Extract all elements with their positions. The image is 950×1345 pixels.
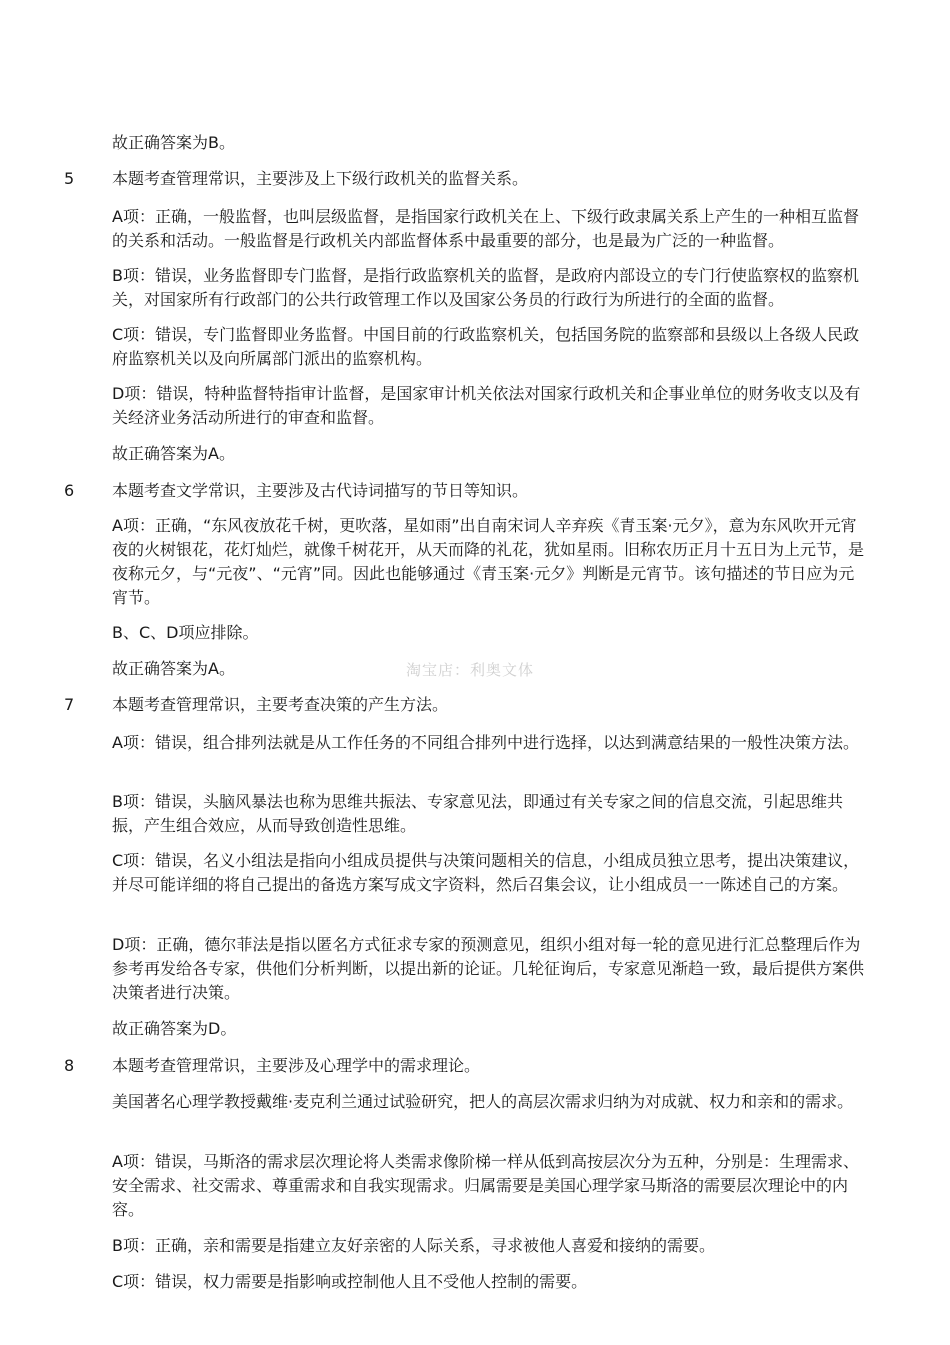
question-8-option-a: A项：错误，马斯洛的需求层次理论将人类需求像阶梯一样从低到高按层次分为五种，分别是：生理需求、安全需求、社交需求、尊重需求和自我实现需求。归属需要是美国心理学家马斯洛的需要层次理论中的内容。 xyxy=(112,1152,859,1219)
question-number-8: 8 xyxy=(64,1056,75,1075)
question-5-option-c: C项：错误，专门监督即业务监督。中国目前的行政监察机关，包括国务院的监察部和县级以上各级人民政府监察机关以及向所属部门派出的监察机构。 xyxy=(112,325,860,368)
question-6-intro: 本题考查文学常识，主要涉及古代诗词描写的节日等知识。 xyxy=(112,481,529,500)
question-8-option-b: B项：正确，亲和需要是指建立友好亲密的人际关系，寻求被他人喜爱和接纳的需要。 xyxy=(112,1236,715,1255)
question-8-context: 美国著名心理学教授戴维·麦克利兰通过试验研究，把人的高层次需求归纳为对成就、权力和亲和的需求。 xyxy=(112,1092,854,1111)
question-number-5: 5 xyxy=(64,169,75,188)
question-7-answer: 故正确答案为D。 xyxy=(112,1019,237,1038)
question-5-option-b: B项：错误，业务监督即专门监督，是指行政监察机关的监督，是政府内部设立的专门行使监察权的监察机关，对国家所有行政部门的公共行政管理工作以及国家公务员的行政行为所进行的全面的监督。 xyxy=(112,266,859,309)
question-6-exclusion: B、C、D项应排除。 xyxy=(112,623,259,642)
question-5-intro: 本题考查管理常识，主要涉及上下级行政机关的监督关系。 xyxy=(112,169,529,188)
question-7-option-d: D项：正确，德尔菲法是指以匿名方式征求专家的预测意见，组织小组对每一轮的意见进行汇总整理后作为参考再发给各专家，供他们分析判断，以提出新的论证。几轮征询后，专家意见渐趋一致，最后提供方案供决策者进行决策。 xyxy=(112,935,865,1002)
question-5-option-a: A项：正确，一般监督，也叫层级监督，是指国家行政机关在上、下级行政隶属关系上产生的一种相互监督的关系和活动。一般监督是行政机关内部监督体系中最重要的部分，也是最为广泛的一种监督。 xyxy=(112,207,859,250)
question-5-option-d: D项：错误，特种监督特指审计监督，是国家审计机关依法对国家行政机关和企事业单位的财务收支以及有关经济业务活动所进行的审查和监督。 xyxy=(112,384,861,427)
question-number-6: 6 xyxy=(64,481,75,500)
question-7-option-a: A项：错误，组合排列法就是从工作任务的不同组合排列中进行选择，以达到满意结果的一般性决策方法。 xyxy=(112,733,859,752)
question-5-answer: 故正确答案为A。 xyxy=(112,444,235,463)
question-7-option-c: C项：错误，名义小组法是指向小组成员提供与决策问题相关的信息，小组成员独立思考，提出决策建议，并尽可能详细的将自己提出的备选方案写成文字资料，然后召集会议，让小组成员一一陈述自己的方案。 xyxy=(112,851,860,894)
question-8-intro: 本题考查管理常识，主要涉及心理学中的需求理论。 xyxy=(112,1056,481,1075)
question-6-option-a: A项：正确，“东风夜放花千树，更吹落，星如雨”出自南宋词人辛弃疾《青玉案·元夕》，意为东风吹开元宵夜的火树银花，花灯灿烂，就像千树花开，从天而降的礼花，犹如星雨。旧称农历正月十五日为上元节，是夜称元夕，与“元夜”、“元宵”同。因此也能够通过《青玉案·元夕》判断是元宵节。该句描述的节日应为元宵节。 xyxy=(112,516,865,607)
watermark-text: 淘宝店：利奥文体 xyxy=(406,661,535,679)
paragraph-answer-b: 故正确答案为B。 xyxy=(112,133,235,152)
question-7-option-b: B项：错误，头脑风暴法也称为思维共振法、专家意见法，即通过有关专家之间的信息交流，引起思维共振，产生组合效应，从而导致创造性思维。 xyxy=(112,792,843,835)
question-7-intro: 本题考查管理常识，主要考查决策的产生方法。 xyxy=(112,695,449,714)
question-6-answer: 故正确答案为A。 xyxy=(112,659,235,678)
question-8-option-c: C项：错误，权力需要是指影响或控制他人且不受他人控制的需要。 xyxy=(112,1272,588,1291)
question-number-7: 7 xyxy=(64,695,75,714)
